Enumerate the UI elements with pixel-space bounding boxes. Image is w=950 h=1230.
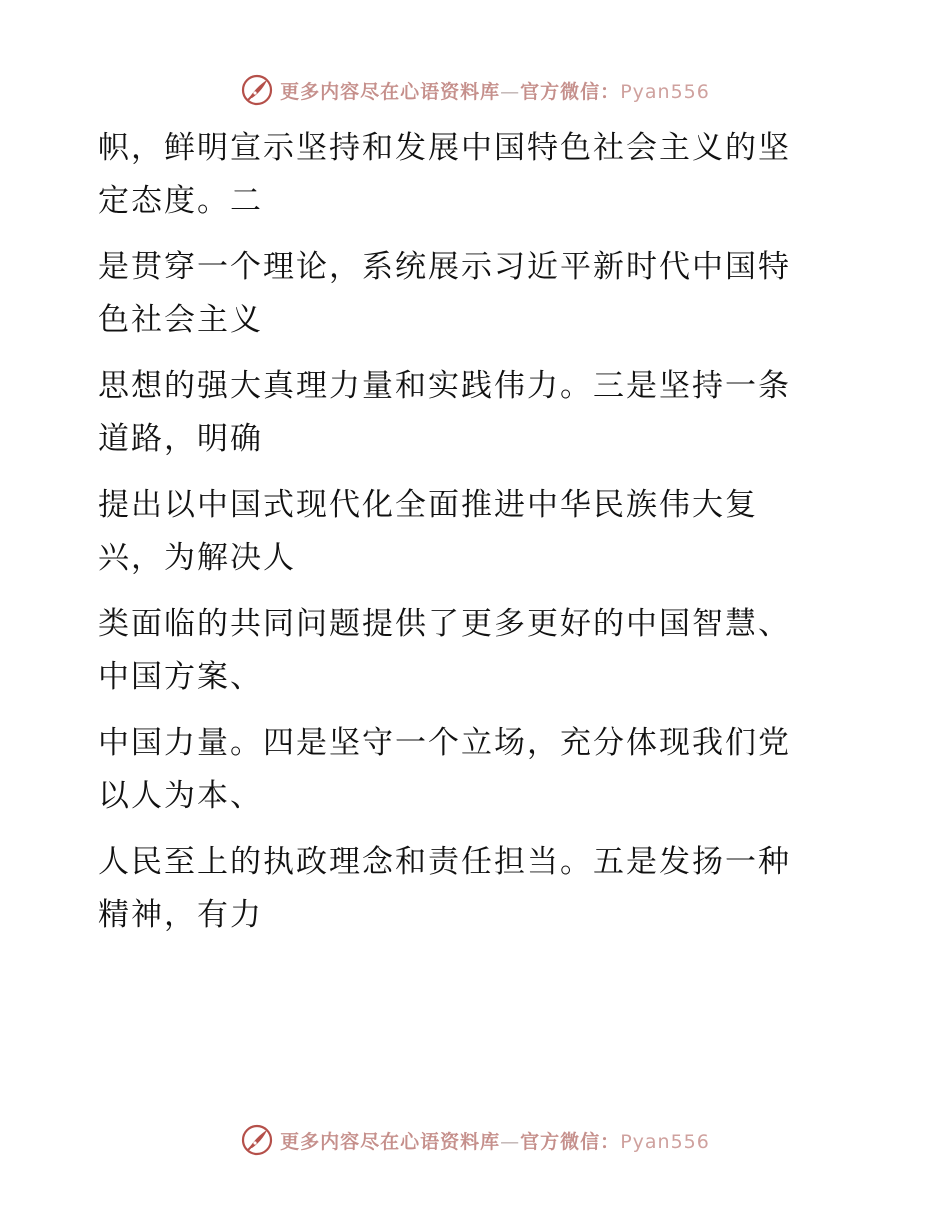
footer-wechat-id: Pyan556 bbox=[620, 1130, 710, 1153]
header-wechat-id: Pyan556 bbox=[620, 80, 710, 103]
paragraph-line: 色社会主义 bbox=[98, 302, 263, 338]
paragraph-line: 中国力量。四是坚守一个立场，充分体现我们党 bbox=[98, 725, 791, 761]
paragraph bbox=[98, 836, 858, 942]
paragraph-line: 提出以中国式现代化全面推进中华民族伟大复 bbox=[98, 487, 758, 523]
paragraph-line: 类面临的共同问题提供了更多更好的中国智慧、 bbox=[98, 606, 791, 642]
header-dash: — bbox=[500, 80, 521, 103]
footer-banner-text bbox=[280, 1127, 710, 1154]
header-banner bbox=[0, 70, 950, 110]
header-wechat-label: 官方微信： bbox=[520, 80, 621, 103]
paragraph-line: 思想的强大真理力量和实践伟力。三是坚持一条 bbox=[98, 368, 791, 404]
paragraph bbox=[98, 598, 858, 704]
paragraph bbox=[98, 360, 858, 466]
paragraph-line: 道路，明确 bbox=[98, 421, 263, 457]
paragraph bbox=[98, 122, 858, 228]
paragraph-line: 兴，为解决人 bbox=[98, 540, 296, 576]
paragraph-line: 人民至上的执政理念和责任担当。五是发扬一种 bbox=[98, 844, 791, 880]
paragraph bbox=[98, 241, 858, 347]
document-body bbox=[98, 122, 858, 955]
paragraph-line: 定态度。二 bbox=[98, 183, 263, 219]
paragraph bbox=[98, 717, 858, 823]
paragraph-line: 中国方案、 bbox=[98, 659, 263, 695]
quill-pen-circle-icon bbox=[240, 1123, 274, 1157]
paragraph-line: 帜，鲜明宣示坚持和发展中国特色社会主义的坚 bbox=[98, 130, 791, 166]
header-banner-text bbox=[280, 77, 710, 104]
paragraph-line: 是贯穿一个理论，系统展示习近平新时代中国特 bbox=[98, 249, 791, 285]
paragraph-line: 精神，有力 bbox=[98, 897, 263, 933]
header-site-text: 更多内容尽在心语资料库 bbox=[280, 80, 501, 103]
paragraph bbox=[98, 479, 858, 585]
footer-site-text: 更多内容尽在心语资料库 bbox=[280, 1130, 501, 1153]
footer-wechat-label: 官方微信： bbox=[520, 1130, 621, 1153]
paragraph-line: 以人为本、 bbox=[98, 778, 263, 814]
footer-dash: — bbox=[500, 1130, 521, 1153]
footer-banner bbox=[0, 1120, 950, 1160]
quill-pen-circle-icon bbox=[240, 73, 274, 107]
